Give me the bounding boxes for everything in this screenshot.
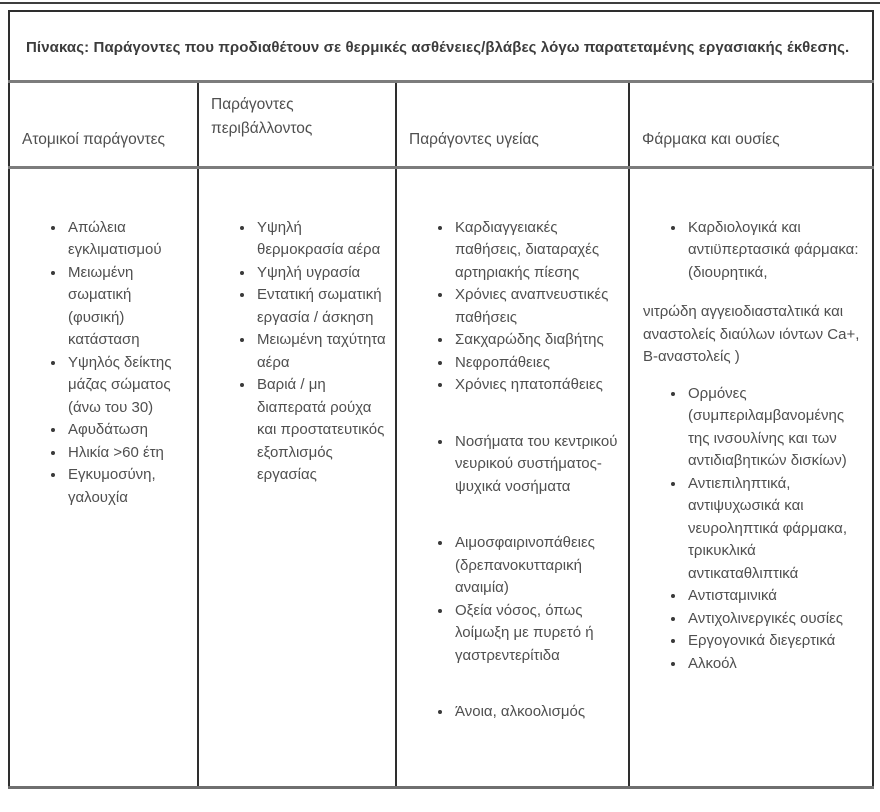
bullet-list [640, 217, 864, 285]
list-item: • Αλκοόλ [686, 653, 864, 676]
list-item: • Υψηλή υγρασία [255, 262, 387, 285]
column-header-environment-factors: Παράγοντες περιβάλλοντος [198, 81, 396, 167]
list-item: • Χρόνιες αναπνευστικές παθήσεις [453, 284, 620, 329]
list-item: • Μειωμένη σωματική (φυσική) κατάσταση [66, 262, 189, 352]
list-item: • Μειωμένη ταχύτητα αέρα [255, 329, 387, 374]
list-item: • Οξεία νόσος, όπως λοίμωξη με πυρετό ή γαστρεντερίτιδα [453, 600, 620, 668]
list-item: • Εργογονικά διεγερτικά [686, 630, 864, 653]
list-item: • Χρόνιες ηπατοπάθειες [453, 374, 620, 397]
list-item: • Υψηλή θερμοκρασία αέρα [255, 217, 387, 262]
list-item: • Σακχαρώδης διαβήτης [453, 329, 620, 352]
bullet-list [407, 532, 620, 667]
list-item: • Νεφροπάθειες [453, 352, 620, 375]
list-item: • Απώλεια εγκλιματισμού [66, 217, 189, 262]
table-title: Πίνακας: Παράγοντες που προδιαθέτουν σε θερμικές ασθένειες/βλάβες λόγω παρατεταμένης εργασιακής έκθεσης. [9, 11, 873, 81]
bullet-list [640, 383, 864, 676]
list-item: • Βαριά / μη διαπερατά ρούχα και προστατευτικός εξοπλισμός εργασίας [255, 374, 387, 487]
cell-drugs-substances [629, 167, 873, 787]
bullet-list [407, 217, 620, 397]
list-item: • Αντιχολινεργικές ουσίες [686, 608, 864, 631]
heat-factors-table [8, 10, 874, 789]
cell-content [209, 217, 387, 487]
bullet-list [407, 701, 620, 724]
cell-content [20, 217, 189, 510]
list-item: • Ορμόνες (συμπεριλαμβανομένης της ινσουλίνης και των αντιδιαβητικών δισκίων) [686, 383, 864, 473]
list-item: • Αφυδάτωση [66, 419, 189, 442]
cell-health-factors [396, 167, 629, 787]
list-item: • Εντατική σωματική εργασία / άσκηση [255, 284, 387, 329]
table-header-row [9, 81, 873, 167]
column-header-health-factors: Παράγοντες υγείας [396, 81, 629, 167]
table-body-row [9, 167, 873, 787]
list-item: • Υψηλός δείκτης μάζας σώματος (άνω του 30) [66, 352, 189, 420]
list-item: • Ηλικία >60 έτη [66, 442, 189, 465]
cell-personal-factors [9, 167, 198, 787]
cell-environment-factors [198, 167, 396, 787]
list-item: • Καρδιαγγειακές παθήσεις, διαταραχές αρτηριακής πίεσης [453, 217, 620, 285]
list-item: • Εγκυμοσύνη, γαλουχία [66, 464, 189, 509]
bullet-list [209, 217, 387, 487]
bullet-list [20, 217, 189, 510]
table-title-row [9, 11, 873, 81]
list-item: • Αιμοσφαιρινοπάθειες (δρεπανοκυτταρική αναιμία) [453, 532, 620, 600]
cell-content [407, 217, 620, 724]
column-header-drugs-substances: Φάρμακα και ουσίες [629, 81, 873, 167]
cell-paragraph: νιτρώδη αγγειοδιασταλτικά και αναστολείς διαύλων ιόντων Ca+, Β-αναστολείς ) [643, 303, 860, 365]
bullet-list [407, 431, 620, 499]
list-item: • Νοσήματα του κεντρικού νευρικού συστήματος-ψυχικά νοσήματα [453, 431, 620, 499]
list-item: • Καρδιολογικά και αντιϋπερτασικά φάρμακα: (διουρητικά, [686, 217, 864, 285]
list-item: • Άνοια, αλκοολισμός [453, 701, 620, 724]
column-header-personal-factors: Ατομικοί παράγοντες [9, 81, 198, 167]
list-item: • Αντισταμινικά [686, 585, 864, 608]
cell-content [640, 217, 864, 676]
list-item: • Αντιεπιληπτικά, αντιψυχωσικά και νευροληπτικά φάρμακα, τρικυκλικά αντικαταθλιπτικά [686, 473, 864, 586]
top-horizontal-rule [0, 2, 880, 4]
